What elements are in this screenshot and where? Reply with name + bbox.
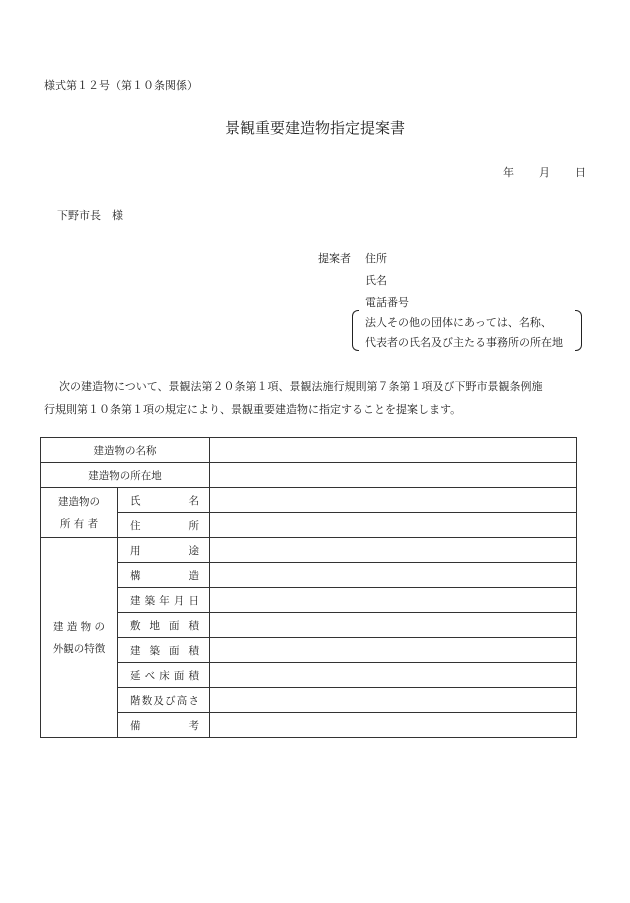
- feature-site-area-label: [118, 613, 210, 638]
- label-char: 途: [188, 544, 199, 557]
- label-char: 用: [130, 544, 141, 557]
- label-char: 所: [188, 519, 199, 532]
- proposer-label: 提案者: [318, 252, 351, 265]
- label-char: 高: [176, 694, 188, 707]
- table-row: [41, 688, 577, 713]
- document-title: 景観重要建造物指定提案書: [224, 119, 405, 137]
- features-group-label-line1: 建 造 物 の: [52, 620, 105, 633]
- date-month-label: 月: [539, 166, 550, 179]
- building-location-label: 建造物の所在地: [41, 463, 210, 488]
- left-bracket-icon: [352, 310, 359, 351]
- label-char: 地: [149, 619, 160, 632]
- feature-floors-height-label: [118, 688, 210, 713]
- label-char: 名: [188, 494, 199, 507]
- label-char: 及: [153, 694, 164, 707]
- corporation-note-line1: 法人その他の団体にあっては、名称、: [365, 316, 552, 329]
- table-row: [41, 538, 577, 563]
- feature-floor-area-field[interactable]: [210, 663, 577, 688]
- feature-use-field[interactable]: [210, 538, 577, 563]
- owner-group-label-line2: 所 有 者: [59, 517, 99, 530]
- label-char: 面: [169, 644, 180, 657]
- label-char: 築: [149, 644, 160, 657]
- label-char: さ: [188, 694, 199, 707]
- label-char: 日: [188, 594, 199, 607]
- feature-site-area-field[interactable]: [210, 613, 577, 638]
- table-row: [41, 513, 577, 538]
- label-char: 数: [141, 694, 153, 707]
- date-day-label: 日: [575, 166, 586, 179]
- label-char: び: [165, 694, 176, 707]
- feature-remarks-field[interactable]: [210, 713, 577, 738]
- building-location-field[interactable]: [210, 463, 577, 488]
- label-char: べ: [144, 669, 156, 682]
- owner-name-field[interactable]: [210, 488, 577, 513]
- owner-name-label: [118, 488, 210, 513]
- label-char: 敷: [130, 619, 141, 632]
- feature-structure-field[interactable]: [210, 563, 577, 588]
- proposer-name-label: 氏名: [365, 274, 387, 287]
- proposer-address-label: 住所: [365, 252, 387, 265]
- features-group-label: [41, 538, 118, 738]
- body-text-line1: 次の建造物について、景観法第２０条第１項、景観法施行規則第７条第１項及び下野市景観条例施: [59, 380, 543, 393]
- label-char: 築: [144, 594, 156, 607]
- date-year-label: 年: [503, 166, 514, 179]
- form-number: 様式第１２号（第１０条関係）: [44, 79, 198, 92]
- label-char: 延: [130, 669, 141, 682]
- label-char: 年: [159, 594, 170, 607]
- label-char: 造: [188, 569, 199, 582]
- feature-floors-height-field[interactable]: [210, 688, 577, 713]
- label-char: 備: [130, 719, 141, 732]
- table-row: [41, 613, 577, 638]
- feature-built-date-label: [118, 588, 210, 613]
- label-char: 考: [188, 719, 199, 732]
- owner-group-label: [41, 488, 118, 538]
- building-info-table: [40, 437, 577, 738]
- label-char: 月: [173, 594, 185, 607]
- table-row: [41, 638, 577, 663]
- proposer-phone-label: 電話番号: [365, 296, 409, 309]
- label-char: 氏: [130, 494, 141, 507]
- label-char: 積: [188, 669, 199, 682]
- label-char: 住: [130, 519, 141, 532]
- table-row: [41, 488, 577, 513]
- right-bracket-icon: [575, 310, 582, 351]
- table-row: [41, 463, 577, 488]
- feature-built-date-field[interactable]: [210, 588, 577, 613]
- owner-address-label: [118, 513, 210, 538]
- label-char: 建: [130, 594, 141, 607]
- building-name-field[interactable]: [210, 438, 577, 463]
- table-row: [41, 438, 577, 463]
- feature-floor-area-label: [118, 663, 210, 688]
- feature-remarks-label: [118, 713, 210, 738]
- table-row: [41, 563, 577, 588]
- label-char: 階: [130, 694, 141, 707]
- label-char: 床: [159, 669, 170, 682]
- label-char: 面: [169, 619, 180, 632]
- feature-building-area-label: [118, 638, 210, 663]
- label-char: 面: [173, 669, 185, 682]
- corporation-note: [352, 310, 582, 351]
- corporation-note-line2: 代表者の氏名及び主たる事務所の所在地: [365, 336, 563, 349]
- label-char: 構: [130, 569, 141, 582]
- label-char: 建: [130, 644, 141, 657]
- table-row: [41, 663, 577, 688]
- body-text-line2: 行規則第１０条第１項の規定により、景観重要建造物に指定することを提案します。: [44, 403, 462, 416]
- feature-structure-label: [118, 563, 210, 588]
- label-char: 積: [188, 619, 199, 632]
- addressee: 下野市長 様: [57, 209, 123, 222]
- label-char: 積: [188, 644, 199, 657]
- features-group-label-line2: 外観の特徴: [52, 642, 106, 655]
- feature-building-area-field[interactable]: [210, 638, 577, 663]
- table-row: [41, 713, 577, 738]
- owner-group-label-line1: 建造物の: [58, 495, 100, 508]
- owner-address-field[interactable]: [210, 513, 577, 538]
- feature-use-label: [118, 538, 210, 563]
- table-row: [41, 588, 577, 613]
- building-name-label: 建造物の名称: [41, 438, 210, 463]
